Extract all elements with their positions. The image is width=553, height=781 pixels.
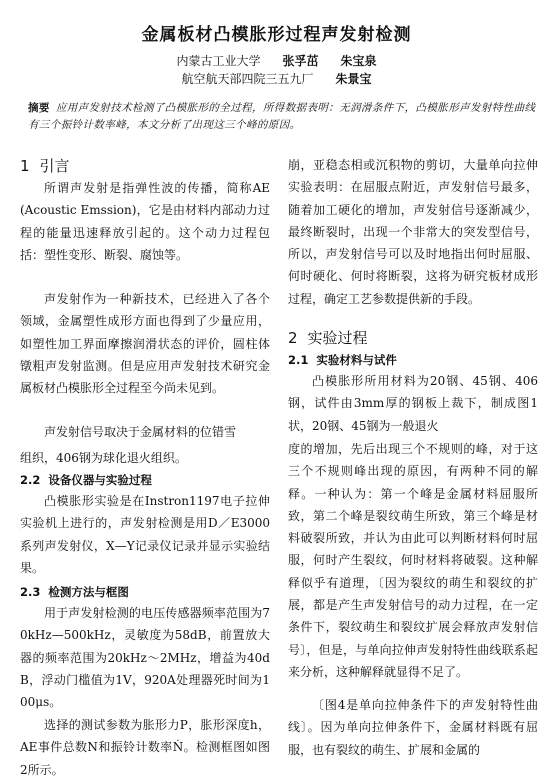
author-name: 朱宝泉: [340, 54, 377, 68]
equipment-paragraph: 凸模胀形实验是在Instron1197电子拉伸实验机上进行的，声发射检测是用D／E3000系列声发射仪，X—Y记录仪记录并显示实验结果。: [20, 494, 270, 575]
method-paragraph-1: 用于声发射检测的电压传感器频率范围为70kHz—500kHz，灵敏度为58dB，前置放大器的频率范围为20kHz～2MHz，增益为40dB，浮动门槛值为1V，920A处理器死时间为100μs。: [20, 606, 270, 710]
section-1-heading: 1 引言: [20, 157, 70, 175]
affiliation-1: 内蒙古工业大学: [176, 54, 261, 68]
section-2-1-heading: 2.1 实验材料与试件: [288, 353, 397, 367]
author-line-1: [0, 52, 553, 69]
intro-paragraph-2: 声发射作为一种新技术，已经进入了各个领域，金属塑性成形方面也得到了少量应用，如塑性加工界面摩擦润滑状态的评价，圆柱体镦粗声发射监测。但是应用声发射技术研究金属板材凸模胀形全过程至今尚未见到。: [20, 292, 270, 396]
analysis-paragraph: 度的增加，先后出现三个不规则的峰，对于这三个不规则峰出现的原因，有两种不同的解释。一种认为：第一个峰是金属材料屈服所致，第二个峰是裂纹萌生所致，第三个峰是材料破裂所致，并认为由此可以判断材料何时屈服，何时产生裂纹，何时材料将破裂。这种解释似乎有道理，〔因为裂纹的萌生和裂纹的扩展，都是产生声发射信号的动力过程，在一定条件下，裂纹萌生和裂纹扩展会释放声发射信号〕，但是，与单向拉伸声发射特性曲线联系起来分析，这种解释就显得不足了。: [288, 442, 538, 679]
right-column: [288, 150, 538, 760]
author-line-2: [0, 70, 553, 87]
abstract: [28, 100, 538, 134]
paper-title: 金属板材凸模胀形过程声发射检测: [141, 25, 412, 45]
author-name: 朱景宝: [335, 72, 372, 86]
section-2-2-heading: 2.2 设备仪器与实验过程: [20, 473, 152, 487]
materials-paragraph: 凸模胀形所用材料为20钢、45钢、406钢，试件由3mm厚的钢板上裁下，制成图1状，20钢、45钢为一般退火: [288, 374, 538, 433]
intro-paragraph-3: 声发射信号取决于金属材料的位错雪: [44, 425, 237, 439]
left-column: [20, 150, 270, 777]
author-name: 张孚茁: [282, 54, 319, 68]
abstract-text: 应用声发射技术检测了凸模胀形的全过程，所得数据表明：无润滑条件下，凸模胀形声发射特性曲线有三个振铃计数率峰，本文分析了出现这三个峰的原因。: [28, 102, 536, 131]
figure-4-paragraph: 〔图4是单向拉伸条件下的声发射特性曲线〕。因为单向拉伸条件下，金属材料既有屈服，也有裂纹的萌生、扩展和金属的: [288, 698, 538, 757]
section-2-3-heading: 2.3 检测方法与框图: [20, 585, 129, 599]
intro-paragraph-1: 所谓声发射是指弹性波的传播，简称AE (Acoustic Emssion)，它是由材料内部动力过程的能量迅速释放引起的。这个动力过程包括：塑性变形、断裂、腐蚀等。: [20, 181, 270, 262]
material-fragment: 组织，406钢为球化退火组织。: [20, 451, 187, 465]
method-paragraph-2: 选择的测试参数为胀形力P，胀形深度h，AE事件总数N和振铃计数率Ṅ。检测框图如图2所示。: [20, 718, 270, 777]
section-2-heading: 2 实验过程: [288, 329, 368, 347]
continuation-paragraph: 崩，亚稳态相或沉积物的剪切，大量单向拉伸实验表明：在屈服点附近，声发射信号最多，随着加工硬化的增加，声发射信号逐渐减少，最终断裂时，出现一个非常大的突发型信号，所以，声发射信号可以及时地指出何时屈服、何时硬化、何时将断裂，这将为研究板材成形过程，确定工艺参数提供新的手段。: [288, 158, 538, 306]
affiliation-2: 航空航天部四院三五九厂: [181, 72, 314, 86]
abstract-label: 摘要: [28, 102, 50, 114]
